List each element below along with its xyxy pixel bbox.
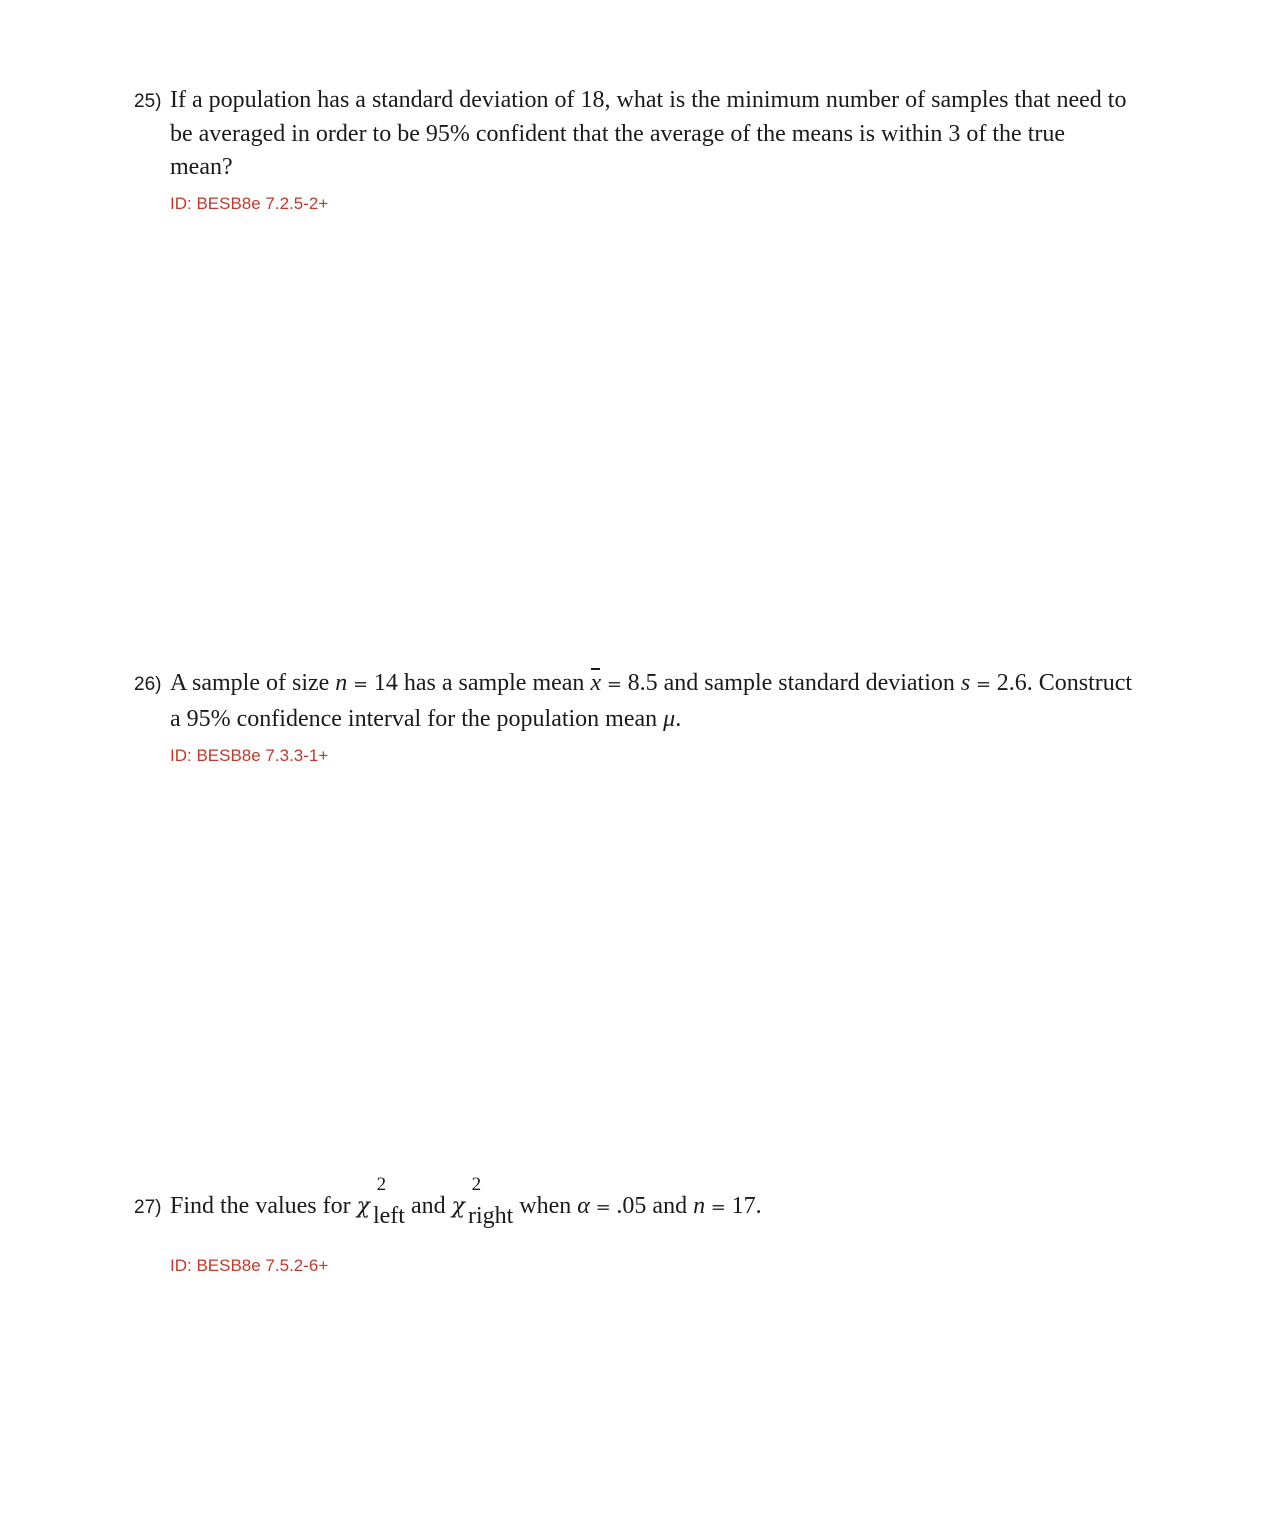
question-27-line-1	[134, 1174, 1194, 1229]
equals-sign: =	[601, 674, 628, 695]
chi-symbol: χ	[451, 1194, 465, 1219]
variable-n: n	[335, 670, 348, 696]
variable-alpha: α	[577, 1193, 590, 1219]
question-number: 25)	[134, 91, 162, 112]
question-number: 26)	[134, 674, 162, 695]
text-segment: .	[675, 706, 682, 732]
text-segment: a 95% confidence interval for the population mean	[170, 706, 664, 732]
text-segment: .05 and	[616, 1193, 694, 1219]
variable-n: n	[693, 1193, 706, 1219]
text-segment: 2.6. Construct	[996, 670, 1133, 696]
subscript-left: left	[372, 1203, 405, 1229]
question-26-line-1	[134, 667, 1194, 701]
equals-sign: =	[347, 674, 374, 695]
equals-sign: =	[589, 1197, 617, 1218]
question-25-text-1: If a population has a standard deviation of 18, what is the minimum number of samples that need to	[170, 87, 1127, 113]
question-25-line-3: mean?	[170, 154, 233, 180]
text-segment: 8.5 and sample standard deviation	[627, 670, 961, 696]
chi-square-right	[451, 1174, 514, 1229]
question-id: ID: BESB8e 7.2.5-2+	[170, 194, 329, 213]
question-id: ID: BESB8e 7.5.2-6+	[170, 1256, 329, 1275]
subscript-right: right	[467, 1203, 514, 1229]
text-segment: 17.	[731, 1193, 762, 1219]
chi-symbol: χ	[356, 1194, 370, 1219]
text-segment: and	[404, 1193, 452, 1219]
equals-sign: =	[970, 674, 997, 695]
question-25	[134, 84, 1194, 214]
question-id: ID: BESB8e 7.3.3-1+	[170, 746, 329, 765]
question-25-line-1	[134, 84, 1194, 118]
question-27	[134, 1174, 1194, 1276]
question-number: 27)	[134, 1197, 162, 1218]
question-25-line-2: be averaged in order to be 95% confident that the average of the means is within 3 of the true	[170, 121, 1066, 147]
question-26-line-2	[134, 703, 1194, 736]
variable-mu: μ	[663, 706, 676, 732]
chi-square-left	[356, 1174, 405, 1229]
text-segment: when	[513, 1193, 578, 1219]
superscript-2: 2	[471, 1174, 482, 1195]
text-segment: A sample of size	[170, 670, 336, 696]
variable-x-bar: x	[590, 667, 601, 700]
text-segment: Find the values for	[170, 1193, 357, 1219]
superscript-2: 2	[376, 1174, 387, 1195]
question-26	[134, 667, 1194, 766]
variable-s: s	[960, 670, 971, 696]
equals-sign: =	[705, 1197, 732, 1218]
text-segment: 14 has a sample mean	[373, 670, 591, 696]
